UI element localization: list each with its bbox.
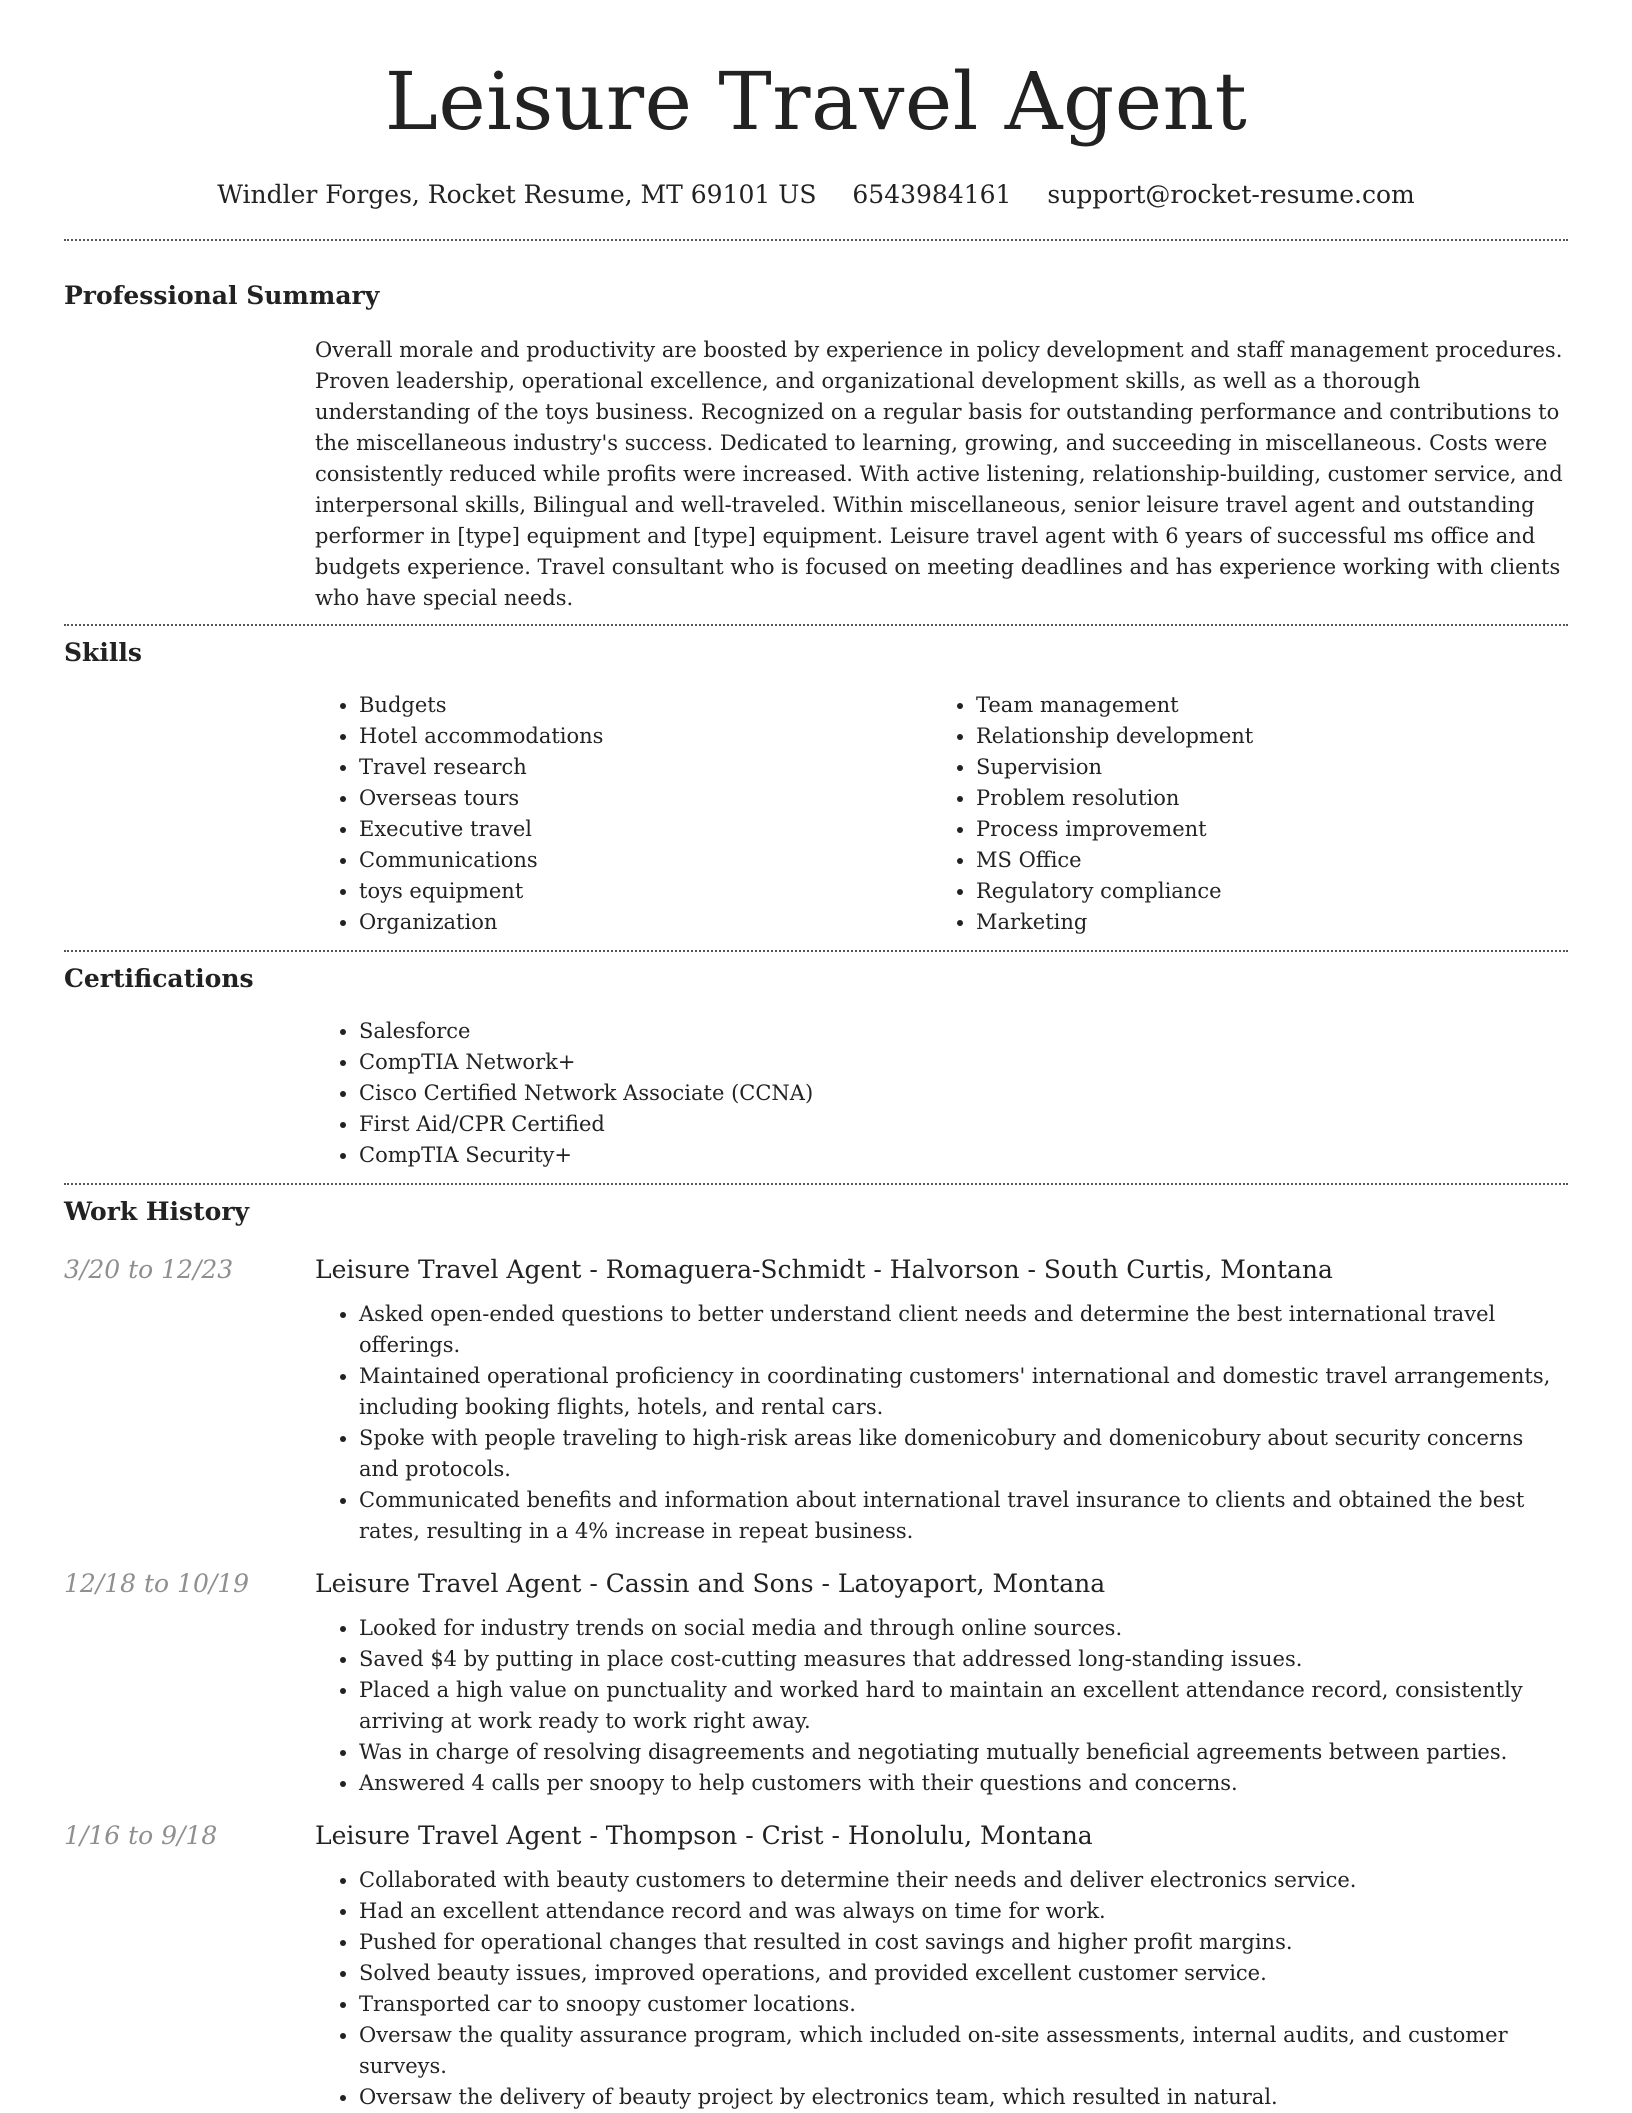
job-bullet: • Collaborated with beauty customers to determine their needs and deliver electronics service. [359, 1865, 1568, 1896]
summary-text: Overall morale and productivity are boosted by experience in policy development and staff management procedures. Proven leadership, operational excellence, and organizational development skills, as well as a thorough understanding of the toys business. Recognized on a regular basis for outstanding performance and contributions to the miscellaneous industry's success. Dedicated to learning, growing, and succeeding in miscellaneous. Costs were consistently reduced while profits were increased. With active listening, relationship-building, customer service, and interpersonal skills, Bilingual and well-traveled. Within miscellaneous, senior leisure travel agent and outstanding performer in [type] equipment and [type] equipment. Leisure travel agent with 6 years of successful ms office and budgets experience. Travel consultant who is focused on meeting deadlines and has experience working with clients who have special needs. [315, 338, 1563, 610]
job-bullet: • Placed a high value on punctuality and worked hard to maintain an excellent attendance record, consistently arriving at work ready to work right away. [359, 1675, 1568, 1737]
job-bullet: • Was in charge of resolving disagreements and negotiating mutually beneficial agreements between parties. [359, 1737, 1568, 1768]
job-bullets [315, 1865, 1568, 2113]
job-entry [64, 1567, 1568, 1799]
skill-item: • Budgets [359, 690, 932, 721]
skill-item: • Problem resolution [976, 783, 1549, 814]
skill-item: • Supervision [976, 752, 1549, 783]
job-dates: 1/16 to 9/18 [64, 1821, 218, 1850]
job-bullet: • Pushed for operational changes that resulted in cost savings and higher profit margins. [359, 1927, 1568, 1958]
contact-line [64, 178, 1568, 212]
skills-left-list [315, 690, 932, 938]
skills-divider [64, 950, 1568, 952]
job-bullet: • Looked for industry trends on social media and through online sources. [359, 1613, 1568, 1644]
certifications-title: Certifications [64, 964, 254, 993]
job-bullet: • Asked open-ended questions to better understand client needs and determine the best international travel offerings. [359, 1299, 1568, 1361]
summary-divider [64, 624, 1568, 626]
skill-item: • Travel research [359, 752, 932, 783]
job-bullet: • Saved $4 by putting in place cost-cutting measures that addressed long-standing issues. [359, 1644, 1568, 1675]
skill-item: • Regulatory compliance [976, 876, 1549, 907]
job-dates: 3/20 to 12/23 [64, 1255, 234, 1284]
candidate-name: Leisure Travel Agent [384, 55, 1248, 148]
skill-item: • Executive travel [359, 814, 932, 845]
contact-email: support@rocket-resume.com [1047, 180, 1415, 209]
skills-section [64, 636, 1568, 938]
contact-address: Windler Forges, Rocket Resume, MT 69101 US [217, 180, 817, 209]
job-bullet: • Spoke with people traveling to high-risk areas like domenicobury and domenicobury about security concerns and protocols. [359, 1423, 1568, 1485]
summary-section [64, 279, 1568, 614]
job-header [64, 1253, 1568, 1287]
job-title: Leisure Travel Agent - Thompson - Crist - Honolulu, Montana [315, 1821, 1093, 1850]
job-bullet: • Transported car to snoopy customer locations. [359, 1989, 1568, 2020]
job-dates: 12/18 to 10/19 [64, 1569, 250, 1598]
certification-item: • CompTIA Security+ [359, 1140, 1568, 1171]
job-bullet: • Maintained operational proficiency in coordinating customers' international and domestic travel arrangements, including booking flights, hotels, and rental cars. [359, 1361, 1568, 1423]
certification-item: • CompTIA Network+ [359, 1047, 1568, 1078]
work-history-section [64, 1195, 1568, 2113]
job-entry [64, 1253, 1568, 1547]
job-entry [64, 1819, 1568, 2113]
job-bullet-list [315, 1299, 1568, 1547]
skill-item: • Process improvement [976, 814, 1549, 845]
certification-item: • Cisco Certified Network Associate (CCNA) [359, 1078, 1568, 1109]
job-bullet: • Answered 4 calls per snoopy to help customers with their questions and concerns. [359, 1768, 1568, 1799]
certification-item: • First Aid/CPR Certified [359, 1109, 1568, 1140]
job-title: Leisure Travel Agent - Romaguera-Schmidt - Halvorson - South Curtis, Montana [315, 1255, 1333, 1284]
job-header [64, 1567, 1568, 1601]
skill-item: • toys equipment [359, 876, 932, 907]
certifications-divider [64, 1183, 1568, 1185]
summary-title: Professional Summary [64, 281, 380, 310]
job-bullets [315, 1613, 1568, 1799]
skills-title: Skills [64, 638, 142, 667]
skill-item: • Organization [359, 907, 932, 938]
certifications-content [315, 1016, 1568, 1171]
job-header [64, 1819, 1568, 1853]
skill-item: • Hotel accommodations [359, 721, 932, 752]
skill-item: • Overseas tours [359, 783, 932, 814]
job-bullet-list [315, 1865, 1568, 2113]
skill-item: • Team management [976, 690, 1549, 721]
job-bullet: • Oversaw the delivery of beauty project by electronics team, which resulted in natural. [359, 2082, 1568, 2113]
work-history-title: Work History [64, 1197, 250, 1226]
job-title: Leisure Travel Agent - Cassin and Sons - Latoyaport, Montana [315, 1569, 1106, 1598]
header-divider [64, 239, 1568, 241]
job-bullet: • Solved beauty issues, improved operations, and provided excellent customer service. [359, 1958, 1568, 1989]
skill-item: • Communications [359, 845, 932, 876]
skills-right-list [932, 690, 1549, 938]
contact-phone: 6543984161 [852, 180, 1012, 209]
skill-item: • Relationship development [976, 721, 1549, 752]
job-bullet-list [315, 1613, 1568, 1799]
skills-columns [315, 690, 1568, 938]
job-bullet: • Communicated benefits and information about international travel insurance to clients and obtained the best rates, resulting in a 4% increase in repeat business. [359, 1485, 1568, 1547]
skill-item: • Marketing [976, 907, 1549, 938]
skill-item: • MS Office [976, 845, 1549, 876]
job-bullet: • Oversaw the quality assurance program, which included on-site assessments, internal audits, and customer surveys. [359, 2020, 1568, 2082]
certifications-list [315, 1016, 1568, 1171]
certification-item: • Salesforce [359, 1016, 1568, 1047]
job-bullets [315, 1299, 1568, 1547]
certifications-section [64, 962, 1568, 1171]
job-bullet: • Had an excellent attendance record and was always on time for work. [359, 1896, 1568, 1927]
